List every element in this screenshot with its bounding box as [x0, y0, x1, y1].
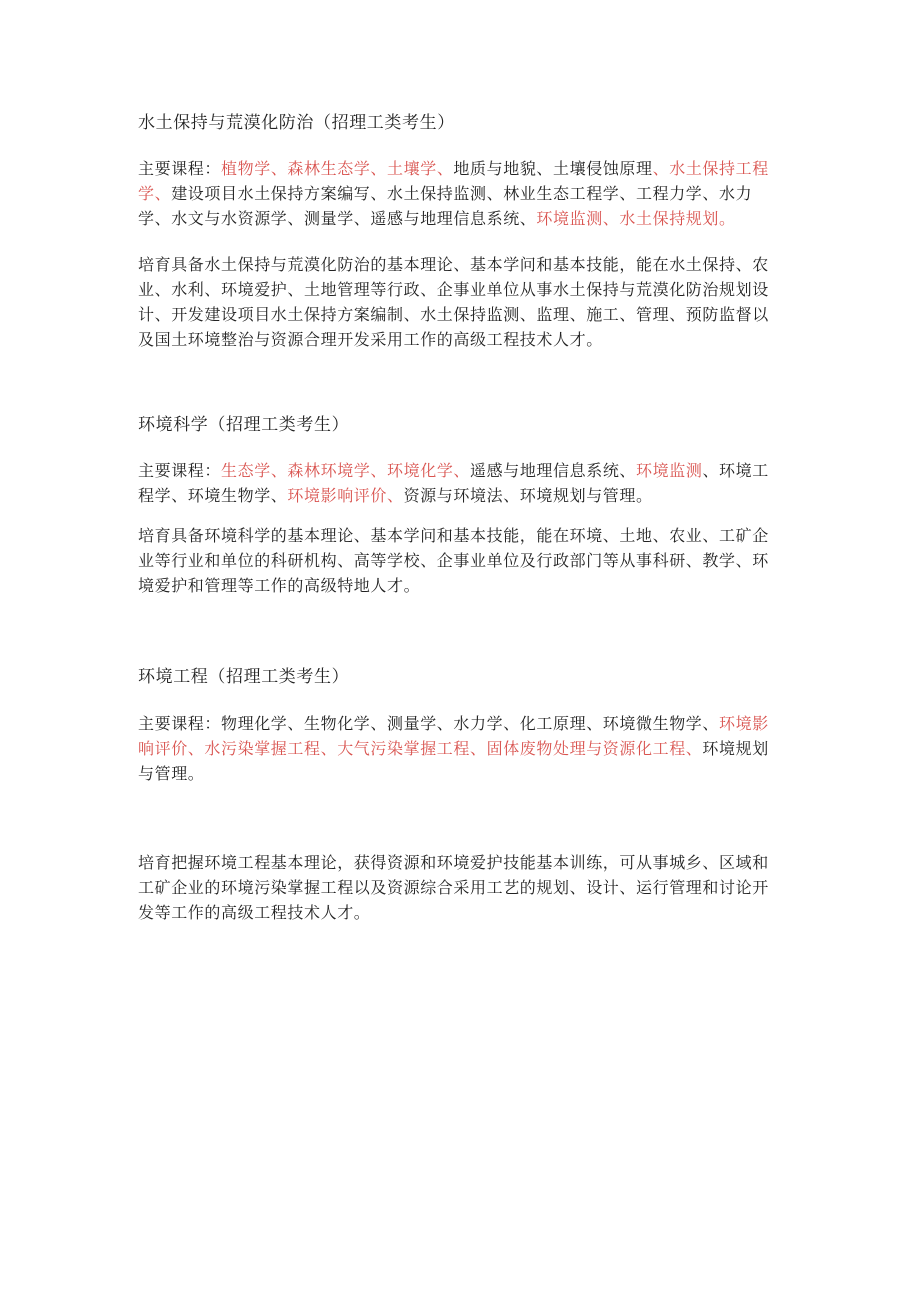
course-text: 资源与环境法、环境规划与管理。: [403, 486, 653, 505]
course-text: 地质与地貌、土壤侵蚀原理: [453, 159, 653, 178]
section-description: 培育把握环境工程基本理论，获得资源和环境爱护技能基本训练，可从事城乡、区域和工矿企业的环境污染掌握工程以及资源综合采用工艺的规划、设计、运行管理和讨论开发等工作的高级工程技术人才。: [138, 853, 769, 922]
course-text: 、环境工程学、环境生物学、: [138, 461, 769, 505]
course-highlight: 环境影响评价、水污染掌握工程、大气污染掌握工程、固体废物处理与资源化工程、: [138, 714, 769, 758]
course-text: 主要课程：物理化学、生物化学、测量学、水力学、化工原理、环境微生物学、: [138, 714, 720, 733]
course-list: [138, 458, 770, 508]
course-list: [138, 156, 770, 231]
course-text: 建设项目水土保持方案编写、水土保持监测、林业生态工程学、工程力学、水力学、水文与水资源学、测量学、遥感与地理信息系统、: [138, 184, 753, 228]
course-highlight: 生态学、森林环境学、环境化学、: [221, 461, 471, 480]
course-text: 遥感与地理信息系统、: [470, 461, 637, 480]
course-highlight: 环境影响评价、: [287, 486, 404, 505]
course-highlight: 环境监测、水土保持规划。: [536, 209, 736, 228]
section-title: 水土保持与荒漠化防治（招理工类考生）: [138, 113, 455, 133]
section-description: 培育具备水土保持与荒漠化防治的基本理论、基本学问和基本技能，能在水土保持、农业、水利、环境爱护、土地管理等行政、企事业单位从事水土保持与荒漠化防治规划设计、开发建设项目水土保持方案编制、水土保持监测、监理、施工、管理、预防监督以及国土环境整治与资源合理开发采用工作的高级工程技术人才。: [138, 255, 769, 349]
course-highlight: 植物学、森林生态学、土壤学、: [221, 159, 454, 178]
course-text: 主要课程：: [138, 159, 222, 178]
section-title: 环境科学（招理工类考生）: [138, 415, 350, 435]
section-title: 环境工程（招理工类考生）: [138, 667, 350, 687]
course-highlight: 环境监测: [636, 461, 703, 480]
course-text: 环境规划与管理。: [138, 739, 769, 783]
section-description: 培育具备环境科学的基本理论、基本学问和基本技能，能在环境、土地、农业、工矿企业等行业和单位的科研机构、高等学校、企事业单位及行政部门等从事科研、教学、环境爱护和管理等工作的高级特地人才。: [138, 526, 769, 595]
course-text: 主要课程：: [138, 461, 222, 480]
course-highlight: 、水土保持工程学、: [138, 159, 769, 203]
course-list: [138, 711, 770, 786]
